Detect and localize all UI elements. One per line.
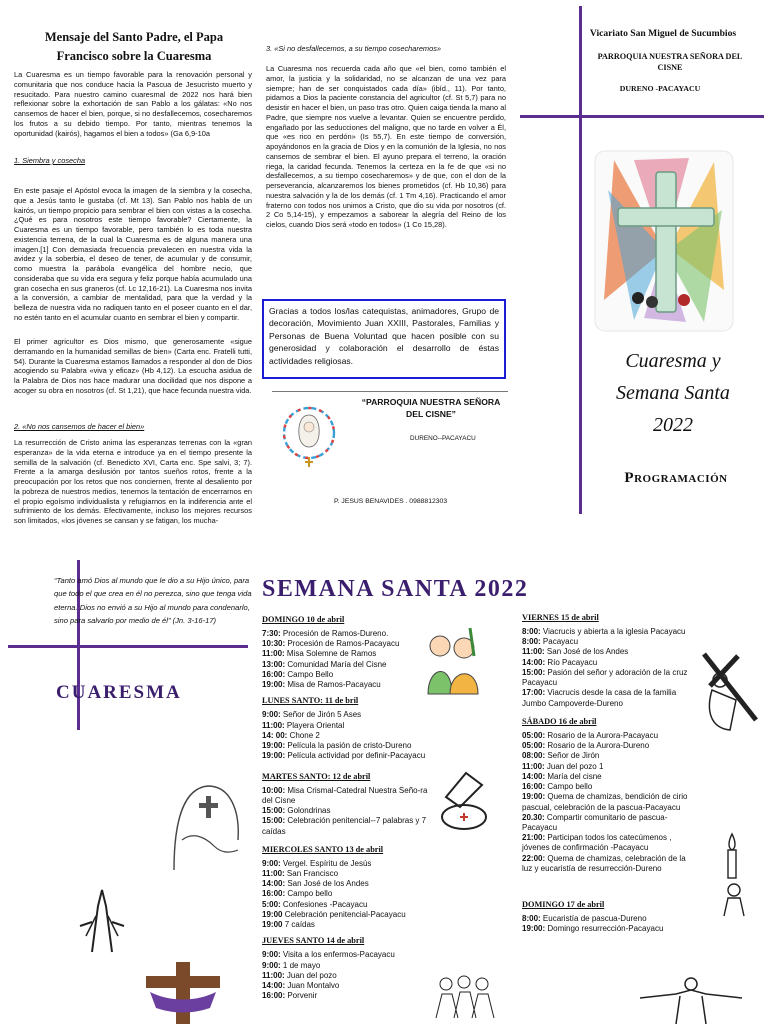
entry-time: 9:00: <box>262 858 281 868</box>
entry-time: 11:00: <box>522 647 545 657</box>
card-top-rule <box>272 391 508 392</box>
schedule-right-column <box>522 613 692 935</box>
schedule-entry <box>262 961 434 971</box>
cover-line-1: Cuaresma y <box>625 350 721 372</box>
entry-time: 19:00: <box>262 741 286 751</box>
day-block <box>262 615 434 690</box>
entry-time: 16:00: <box>262 669 286 679</box>
cover-line-3: 2022 <box>653 414 693 436</box>
paragraph-1: En este pasaje el Apóstol evoca la imagen de la siembra y la cosecha, que a Jesús tanto le gustaba (cf. Mt 13). San Pablo nos habla de un kairós, un tiempo propicio para sembrar el bien con vistas a la cosecha. ¿Qué es para nosotros este tiempo favorable? Ciertamente, la Cuaresma es un tiempo favorable, pero también lo es toda nuestra existencia terrena, de la cual la Cuaresma es de alguna manera una imagen.[1] Con demasiada frecuencia prevalecen en nuestra vida la avidez y la soberbia, el deseo de tener, de acumular y de consumir, como muestra la parábola evangélica del hombre necio, que consideraba que su vida era segura y feliz porque había acumulado una gran cosecha en sus graneros (cf. Lc 12,16-21). La Cuaresma nos invita a la conversión, a cambiar de mentalidad, para que la verdad y la belleza de nuestra vida no radiquen tanto en el poseer cuanto en el dar, no estén tanto en el acumular cuanto en sembrar el bien y compartir. <box>14 186 252 322</box>
entry-time: 11:00: <box>262 720 285 730</box>
children-palms-image <box>420 626 482 696</box>
entry-time: 9:00: <box>262 710 281 720</box>
programacion: Programación <box>624 470 728 486</box>
schedule-entry <box>262 721 434 731</box>
entry-time: 15:00: <box>262 806 286 816</box>
schedule-entry <box>262 660 434 670</box>
entry-time: 16:00: <box>262 991 286 1001</box>
entry-activity: Campo bello <box>285 889 333 899</box>
entry-activity: Chone 2 <box>287 730 320 740</box>
entry-activity: San Francisco <box>284 868 339 878</box>
schedule-entry <box>262 786 434 806</box>
schedule-entry <box>262 910 434 920</box>
entry-activity: Eucaristía de pascua-Dureno <box>540 914 647 924</box>
message-title-line2: Francisco sobre la Cuaresma <box>56 49 212 64</box>
day-block <box>262 696 434 761</box>
entry-activity: Procesión de Ramos-Dureno. <box>280 629 389 638</box>
praying-hands-image <box>72 886 132 954</box>
schedule-entry <box>522 627 692 637</box>
schedule-entry <box>262 731 434 741</box>
schedule-entry <box>262 751 434 761</box>
candle-child-image <box>704 832 760 918</box>
entry-time: 05:00: <box>522 741 546 751</box>
entry-time: 14:00: <box>262 981 286 991</box>
entry-time: 8:00: <box>522 627 541 636</box>
entry-activity: Campo bello <box>545 782 593 792</box>
entry-activity: Domingo resurrección-Pacayacu <box>545 924 664 934</box>
entry-activity: María del cisne <box>545 771 602 781</box>
entry-time: 14:00: <box>522 771 546 781</box>
paragraph-4: La Cuaresma nos recuerda cada año que «el bien, como también el amor, la justicia y la solidaridad, no se alcanzan de una vez para siempre; han de ser conquistados cada día» (ibíd., 11). Por tanto, pidamos a Dios la paciente constancia del agricultor (cf. St 5,7) para no desistir en hacer el bien, un paso tras otro. Quien caiga tienda la mano al Padre, que siempre nos vuelve a levantar. Quien se encuentre perdido, engañado por las seducciones del maligno, que no tarde en volver a Él, que «es rico en perdón» (Is 55,7). En este tiempo de conversión, apoyándonos en la gracia de Dios y en la comunión de la Iglesia, no nos cansemos de sembrar el bien. El ayuno prepara el terreno, la oración riega, la caridad fecunda. Tenemos la certeza en la fe de que «si no desfallecemos, a su tiempo cosecharemos» y de que, con el don de la perseverancia, alcanzaremos los bienes prometidos (cf. Hb 10,36) para nuestra salvación y la de los demás (cf. 1 Tm 4,16). Practicando el amor fraterno con todos nos unimos a Cristo, que dio su vida por nosotros (cf. 2 Co 5,14-15), y empezamos a saborear la alegría del Reino de los cielos, cuando Dios será «todo en todos» (1 Co 15,28). <box>266 64 506 230</box>
entry-activity: Comunidad María del Cisne <box>285 659 387 669</box>
day-block <box>522 900 692 934</box>
vicariato: Vicariato San Miguel de Sucumbios <box>589 28 737 39</box>
semana-santa-title: SEMANA SANTA 2022 <box>262 576 529 602</box>
card-place: DURENO--PACAYACU <box>410 435 476 442</box>
section-heading-2: 2. «No nos cansemos de hacer el bien» <box>14 422 145 431</box>
cuaresma-title: CUARESMA <box>56 682 182 703</box>
day-heading: DOMINGO 10 de abril <box>262 615 345 624</box>
entry-time: 15:00: <box>262 816 286 826</box>
entry-time: 13:00: <box>262 659 286 669</box>
entry-time: 19:00: <box>522 924 546 934</box>
schedule-entry <box>262 649 434 659</box>
entry-activity: Playera Oriental <box>284 720 345 730</box>
schedule-entry <box>262 900 434 910</box>
schedule-entry <box>522 914 692 924</box>
entry-time: 14: 00: <box>262 730 288 740</box>
entry-activity: Rosario de la Aurora-Dureno <box>545 741 650 751</box>
day-heading: DOMINGO 17 de abril <box>522 900 605 910</box>
entry-time: 11:00: <box>262 868 285 878</box>
entry-time: 20.30: <box>522 812 545 822</box>
virgin-medallion <box>278 401 340 469</box>
message-title-line1: Mensaje del Santo Padre, el Papa <box>44 30 224 44</box>
entry-activity: Río Pacayacu <box>545 657 598 667</box>
risen-christ-image <box>636 974 746 1024</box>
entry-time: 10:00: <box>262 785 286 795</box>
cover-place: DURENO -PACAYACU <box>619 84 701 93</box>
entry-activity: Celebración penitencial-Pacayacu <box>282 909 406 919</box>
intro-paragraph: La Cuaresma es un tiempo favorable para la renovación personal y comunitaria que nos conduce hacia la Pascua de Jesucristo muerto y resucitado. Para nuestro camino cuaresmal de 2022 nos hará bien reflexionar sobre la exhortación de san Pablo a los gálatas: «No nos cansemos de hacer el bien, porque, si no desfallecemos, cosecharemos los frutos a su debido tiempo. Por tanto, mientras tenemos la oportunidad (kairós), hagamos el bien a todos» (Ga 6,9-10a <box>14 70 252 138</box>
entry-activity: Celebración penitencial--7 palabras y 7 caídas <box>262 816 427 836</box>
entry-activity: Porvenir <box>285 991 318 1001</box>
entry-activity: Misa Solemne de Ramos <box>284 649 377 659</box>
day-heading: MIERCOLES SANTO 13 de abril <box>262 844 384 854</box>
entry-time: 21:00: <box>522 833 546 843</box>
parroquia: PARROQUIA NUESTRA SEÑORA DEL CISNE <box>597 52 743 72</box>
entry-activity: Juan Montalvo <box>285 981 340 991</box>
schedule-entry <box>262 629 434 639</box>
entry-activity: Viacrucis y abierta a la iglesia Pacayacu <box>540 627 686 636</box>
entry-activity: San José de los Andes <box>285 879 369 889</box>
schedule-entry <box>262 639 434 649</box>
entry-time: 19:00 <box>262 909 283 919</box>
entry-time: 10:30: <box>262 639 286 649</box>
schedule-entry <box>262 950 434 960</box>
card-title: “PARROQUIA NUESTRA SEÑORA DEL CISNE” <box>361 397 501 419</box>
entry-activity: Procesión de Ramos-Pacayacu <box>285 639 400 649</box>
entry-time: 08:00: <box>522 751 546 761</box>
entry-activity: 7 caídas <box>282 920 315 930</box>
schedule-entry <box>262 859 434 869</box>
entry-time: 8:00: <box>522 637 541 647</box>
entry-time: 17:00: <box>522 688 546 698</box>
entry-activity: Campo Bello <box>285 669 334 679</box>
cover-line-2: Semana Santa <box>616 382 730 404</box>
ash-cross-image <box>168 780 246 872</box>
schedule-entry <box>522 792 692 812</box>
entry-activity: Juan del pozo 1 <box>544 761 604 771</box>
entry-time: 19:00: <box>262 680 286 690</box>
schedule-entry <box>262 981 434 991</box>
wood-cross-image <box>140 962 226 1024</box>
entry-activity: Misa Crismal-Catedral Nuestra Seño-ra del Cisne <box>262 785 428 805</box>
schedule-entry <box>522 731 692 741</box>
day-block <box>262 936 434 1001</box>
entry-time: 11:00: <box>262 649 285 659</box>
entry-activity: Misa de Ramos-Pacayacu <box>285 680 381 690</box>
entry-time: 14:00: <box>522 657 546 667</box>
entry-time: 05:00: <box>522 730 546 740</box>
cover-cross-horizontal <box>520 115 764 118</box>
entry-time: 19:00 <box>262 920 283 930</box>
schedule-entry <box>522 688 692 708</box>
entry-activity: Pasión del señor y adoración de la cruz Pacayacu <box>522 667 688 688</box>
day-block <box>522 717 692 874</box>
day-heading: JUEVES SANTO 14 de abril <box>262 936 365 946</box>
schedule-entry <box>262 869 434 879</box>
schedule-entry <box>522 924 692 934</box>
schedule-entry <box>522 762 692 772</box>
schedule-entry <box>262 806 434 816</box>
entry-activity: Participan todos los catecúmenos , jóvenes de confirmación -Pacayacu <box>522 833 672 853</box>
entry-time: 11:00: <box>522 761 545 771</box>
entry-time: 15:00: <box>522 667 546 677</box>
section-heading-1: 1. Siembra y cosecha <box>14 156 86 165</box>
entry-activity: Película la pasión de cristo-Dureno <box>285 741 412 751</box>
message-title <box>14 28 254 67</box>
day-heading: LUNES SANTO: 11 de bril <box>262 696 359 706</box>
day-block <box>262 845 434 931</box>
entry-activity: Golondrinas <box>285 806 331 816</box>
schedule-entry <box>262 680 434 690</box>
thanks-box <box>262 299 506 379</box>
schedule-entry <box>522 782 692 792</box>
schedule-entry <box>522 772 692 782</box>
entry-activity: Compartir comunitario de pascua-Pacayacu <box>522 812 668 832</box>
day-heading: VIERNES 15 de abril <box>522 613 599 622</box>
paragraph-2: El primer agricultor es Dios mismo, que generosamente «sigue derramando en la humanidad semillas de bien» (Carta enc. Fratelli tutti, 54). Durante la Cuaresma estamos llamados a responder al don de Dios acogiendo su Palabra «viva y eficaz» (Hb 4,12). La escucha asidua de la Palabra de Dios nos hace madurar una docilidad que nos dispone a acoger su obra en nosotros (cf. St 1,21), que hace fecunda nuestra vida. <box>14 337 252 395</box>
schedule-entry <box>522 833 692 853</box>
card-contact: P. JESUS BENAVIDES . 0988812303 <box>334 498 448 505</box>
jesus-carrying-cross-image <box>690 650 760 732</box>
schedule-entry <box>522 668 692 688</box>
entry-activity: Quema de chamizas, celebración de la luz y eucaristía de resurrección-Dureno <box>522 853 686 873</box>
entry-time: 9:00: <box>262 960 281 970</box>
entry-activity: San José de los Andes <box>544 647 629 657</box>
schedule-entry <box>262 710 434 720</box>
entry-activity: Confesiones -Pacayacu <box>280 899 368 909</box>
entry-activity: Viacrucis desde la casa de la familia Jumbo Campoverde-Dureno <box>522 688 677 708</box>
entry-time: 11:00: <box>262 970 285 980</box>
schedule-entry <box>262 879 434 889</box>
last-supper-image <box>432 970 496 1020</box>
entry-time: 14:00: <box>262 879 286 889</box>
schedule-entry <box>262 889 434 899</box>
entry-activity: Señor de Jirón <box>545 751 600 761</box>
schedule-entry <box>522 637 692 647</box>
section-heading-3: 3. «Si no desfallecemos, a su tiempo cosecharemos» <box>266 44 442 53</box>
schedule-entry <box>262 971 434 981</box>
entry-activity: Visita a los enfermos-Pacayacu <box>280 950 395 960</box>
entry-time: 22:00: <box>522 853 546 863</box>
schedule-left-column <box>262 615 434 1002</box>
bottom-cross-horizontal <box>8 645 248 648</box>
entry-activity: Pacayacu <box>540 637 579 647</box>
entry-activity: 1 de mayo <box>280 960 321 970</box>
holy-oil-image <box>436 767 492 833</box>
schedule-entry <box>262 741 434 751</box>
entry-time: 8:00: <box>522 914 541 924</box>
paragraph-3: La resurrección de Cristo anima las esperanzas terrenas con la «gran esperanza» de la vida eterna e introduce ya en el tiempo presente la semilla de la salvación (cf. Benedicto XVI, Carta enc. Spe salvi, 3; 7). Frente a la amarga desilusión por tantos sueños rotos, frente a la preocupación por los retos que nos conciernen, frente al desaliento por la pobreza de nuestros medios, tenemos la tentación de encerrarnos en el propio egoísmo individualista y refugiarnos en la indiferencia ante el sufrimiento de los demás. Efectivamente, incluso los mejores recursos son limitados, «los jóvenes se cansan y se fatigan, los mucha- <box>14 438 252 526</box>
john-quote: “Tanto amó Dios al mundo que le dio a su Hijo único, para que todo el que crea en él no perezca, sino que tenga vida eterna. Dios no envió a su Hijo al mundo para condenarlo, sino para salvarlo por medio de él” (Jn. 3-16-17) <box>54 576 252 625</box>
day-block <box>522 613 692 709</box>
schedule-entry <box>262 670 434 680</box>
entry-activity: Juan del pozo <box>284 970 337 980</box>
entry-activity: Quema de chamizas, bendición de cirio pascual, celebración de la pascua-Pacayacu <box>522 792 688 812</box>
schedule-entry <box>262 816 434 836</box>
day-heading: MARTES SANTO: 12 de abril <box>262 771 371 781</box>
schedule-entry <box>522 658 692 668</box>
schedule-entry <box>522 647 692 657</box>
entry-activity: Señor de Jirón 5 Ases <box>280 710 362 720</box>
entry-time: 9:00: <box>262 950 281 960</box>
day-block <box>262 772 434 837</box>
entry-activity: Rosario de la Aurora-Pacayacu <box>545 730 659 740</box>
entry-activity: Vergel. Espíritu de Jesús <box>280 858 372 868</box>
entry-time: 19:00: <box>522 792 546 802</box>
schedule-entry <box>522 751 692 761</box>
schedule-entry <box>522 854 692 874</box>
day-heading: SÁBADO 16 de abril <box>522 716 597 726</box>
thanks-text: Gracias a todos los/las catequistas, animadores, Grupo de decoración, Movimiento Juan XXIII, Pastorales, Familias y Personas de Buena Voluntad que hacen posible con su generosidad y colaboración el desarrollo de éstas actividades religiosas. <box>269 306 499 366</box>
parish-card <box>272 391 510 511</box>
schedule-entry <box>262 991 434 1001</box>
schedule-entry <box>522 813 692 833</box>
entry-time: 16:00: <box>262 889 286 899</box>
entry-time: 5:00: <box>262 899 281 909</box>
entry-time: 16:00: <box>522 782 546 792</box>
entry-time: 19:00: <box>262 751 286 761</box>
schedule-entry <box>262 920 434 930</box>
cover-cross-image <box>594 150 734 332</box>
entry-activity: Película actividad por definir-Pacayacu <box>285 751 426 761</box>
schedule-entry <box>522 741 692 751</box>
entry-time: 7:30: <box>262 629 281 638</box>
cover-title <box>578 345 768 441</box>
